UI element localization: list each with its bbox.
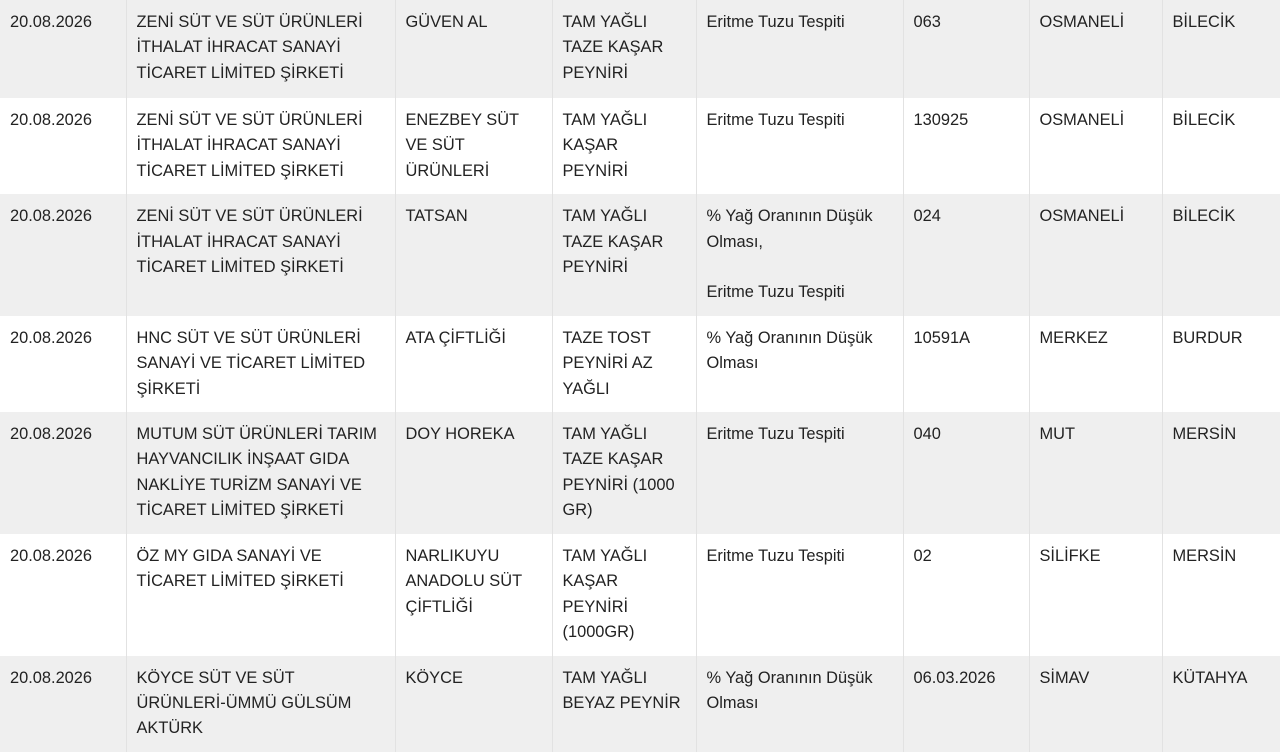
cell-district: SİMAV	[1029, 656, 1162, 752]
issue-text: Eritme Tuzu Tespiti	[706, 13, 845, 31]
cell-district: OSMANELİ	[1029, 0, 1162, 98]
cell-province: BURDUR	[1162, 316, 1280, 412]
cell-brand: DOY HOREKA	[395, 412, 552, 534]
cell-brand: GÜVEN AL	[395, 0, 552, 98]
cell-brand: ENEZBEY SÜT VE SÜT ÜRÜNLERİ	[395, 98, 552, 194]
table-row	[0, 656, 1280, 752]
cell-company: ZENİ SÜT VE SÜT ÜRÜNLERİ İTHALAT İHRACAT SANAYİ TİCARET LİMİTED ŞİRKETİ	[126, 0, 395, 98]
cell-company: ÖZ MY GIDA SANAYİ VE TİCARET LİMİTED ŞİRKETİ	[126, 534, 395, 656]
table-row	[0, 534, 1280, 656]
table-row	[0, 98, 1280, 194]
cell-product: TAM YAĞLI KAŞAR PEYNİRİ	[552, 98, 696, 194]
cell-lot: 063	[903, 0, 1029, 98]
issue-text: % Yağ Oranının Düşük Olması,	[706, 207, 873, 251]
cell-issue	[696, 98, 903, 194]
cell-date: 20.08.2026	[0, 412, 126, 534]
cell-province: BİLECİK	[1162, 194, 1280, 316]
cell-issue	[696, 316, 903, 412]
cell-issue	[696, 194, 903, 316]
cell-company: KÖYCE SÜT VE SÜT ÜRÜNLERİ-ÜMMÜ GÜLSÜM AKTÜRK	[126, 656, 395, 752]
cell-date: 20.08.2026	[0, 194, 126, 316]
issue-text: % Yağ Oranının Düşük Olması	[706, 328, 873, 373]
cell-product: TAZE TOST PEYNİRİ AZ YAĞLI	[552, 316, 696, 412]
issue-text: % Yağ Oranının Düşük Olması	[706, 668, 873, 713]
cell-product: TAM YAĞLI TAZE KAŞAR PEYNİRİ	[552, 194, 696, 316]
table-row	[0, 194, 1280, 316]
issue-text: Eritme Tuzu Tespiti	[706, 283, 845, 302]
cell-brand: ATA ÇİFTLİĞİ	[395, 316, 552, 412]
cell-brand: KÖYCE	[395, 656, 552, 752]
cell-district: OSMANELİ	[1029, 98, 1162, 194]
table-row	[0, 0, 1280, 98]
cell-lot: 10591A	[903, 316, 1029, 412]
table-row	[0, 412, 1280, 534]
issue-text: Eritme Tuzu Tespiti	[706, 111, 845, 129]
cell-brand: NARLIKUYU ANADOLU SÜT ÇİFTLİĞİ	[395, 534, 552, 656]
cell-product: TAM YAĞLI TAZE KAŞAR PEYNİRİ	[552, 0, 696, 98]
cell-lot: 040	[903, 412, 1029, 534]
cell-lot: 130925	[903, 98, 1029, 194]
cell-lot: 06.03.2026	[903, 656, 1029, 752]
cell-district: MUT	[1029, 412, 1162, 534]
cell-issue	[696, 412, 903, 534]
cell-date: 20.08.2026	[0, 98, 126, 194]
cell-province: MERSİN	[1162, 412, 1280, 534]
cell-lot: 024	[903, 194, 1029, 316]
cell-date: 20.08.2026	[0, 534, 126, 656]
cell-product: TAM YAĞLI TAZE KAŞAR PEYNİRİ (1000 GR)	[552, 412, 696, 534]
table-row	[0, 316, 1280, 412]
cell-district: MERKEZ	[1029, 316, 1162, 412]
cell-date: 20.08.2026	[0, 656, 126, 752]
cell-company: MUTUM SÜT ÜRÜNLERİ TARIM HAYVANCILIK İNŞAAT GIDA NAKLİYE TURİZM SANAYİ VE TİCARET LİMİTED ŞİRKETİ	[126, 412, 395, 534]
issue-text: Eritme Tuzu Tespiti	[706, 425, 845, 444]
cell-date: 20.08.2026	[0, 316, 126, 412]
cell-district: SİLİFKE	[1029, 534, 1162, 656]
cell-company: HNC SÜT VE SÜT ÜRÜNLERİ SANAYİ VE TİCARET LİMİTED ŞİRKETİ	[126, 316, 395, 412]
cell-district: OSMANELİ	[1029, 194, 1162, 316]
cell-company: ZENİ SÜT VE SÜT ÜRÜNLERİ İTHALAT İHRACAT SANAYİ TİCARET LİMİTED ŞİRKETİ	[126, 194, 395, 316]
cell-date: 20.08.2026	[0, 0, 126, 98]
cell-company: ZENİ SÜT VE SÜT ÜRÜNLERİ İTHALAT İHRACAT SANAYİ TİCARET LİMİTED ŞİRKETİ	[126, 98, 395, 194]
cell-brand: TATSAN	[395, 194, 552, 316]
cell-issue	[696, 534, 903, 656]
cell-product: TAM YAĞLI BEYAZ PEYNİR	[552, 656, 696, 752]
issue-text: Eritme Tuzu Tespiti	[706, 547, 845, 566]
cell-province: BİLECİK	[1162, 0, 1280, 98]
cell-province: KÜTAHYA	[1162, 656, 1280, 752]
cell-lot: 02	[903, 534, 1029, 656]
cell-issue	[696, 0, 903, 98]
cell-issue	[696, 656, 903, 752]
cell-province: MERSİN	[1162, 534, 1280, 656]
cell-province: BİLECİK	[1162, 98, 1280, 194]
cell-product: TAM YAĞLI KAŞAR PEYNİRİ (1000GR)	[552, 534, 696, 656]
